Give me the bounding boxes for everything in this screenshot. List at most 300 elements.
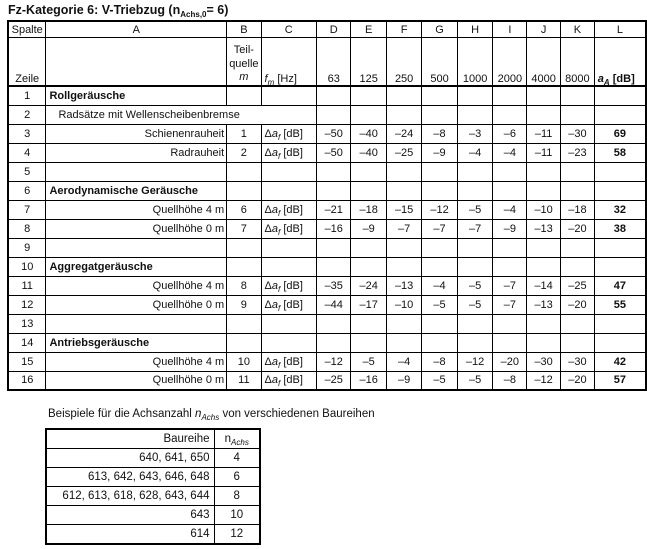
delta-unit: [dB] [280,298,303,311]
zeile-number: 10 [8,257,46,276]
row-label [46,162,227,181]
aa-unit: [dB] [609,73,635,85]
teilquelle-value [227,238,261,257]
teilquelle-value: 11 [227,371,261,390]
nachs-header [214,429,260,449]
level-value: –15 [386,200,421,219]
level-value: –20 [561,371,595,390]
level-value [493,333,527,352]
delta-unit: [dB] [280,279,303,292]
delta-prefix: Δ [264,279,272,292]
level-value [561,86,595,105]
delta-label-cell [261,333,316,352]
frequency-symbol-header [261,38,316,87]
teilquelle-value: 8 [227,276,261,295]
level-value [351,162,386,181]
level-value [386,86,421,105]
aa-value [594,257,646,276]
table-row [8,371,646,390]
level-value: –25 [386,143,421,162]
table-row [8,124,646,143]
level-value: –5 [422,371,457,390]
level-value: –20 [493,352,527,371]
delta-variable: a [271,298,279,311]
nachs-value: 4 [214,449,260,468]
delta-prefix: Δ [264,222,272,235]
delta-subscript-letter: f [278,227,281,237]
examples-row [46,506,260,525]
level-value [422,105,457,124]
level-value [317,162,351,181]
level-value: –13 [386,276,421,295]
section-label: Rollgeräusche [46,86,227,105]
level-value [561,314,595,333]
zeile-number: 7 [8,200,46,219]
table-row [8,162,646,181]
level-value [386,314,421,333]
col-letter: G [422,21,457,38]
delta-unit: [dB] [280,374,303,387]
aa-value: 55 [594,295,646,314]
level-value: –13 [527,219,561,238]
table-row [8,238,646,257]
table-row [8,105,646,124]
title-text: Fz-Kategorie 6: V-Triebzug (n [8,3,181,17]
col-letter: I [493,21,527,38]
level-value: –5 [422,295,457,314]
level-value [351,257,386,276]
level-value: –24 [386,124,421,143]
level-value: –3 [457,124,493,143]
teilquelle-value: 2 [227,143,261,162]
level-value: –9 [493,219,527,238]
delta-subscript-letter: f [278,379,281,389]
baureihe-value: 612, 613, 618, 628, 643, 644 [46,487,214,506]
delta-subscript-letter: f [278,132,281,142]
main-table [7,20,647,391]
delta-label-cell [261,143,316,162]
examples-row [46,449,260,468]
caption-suffix: von verschiedenen Baureihen [219,408,375,420]
delta-label-cell [261,162,316,181]
level-value [386,181,421,200]
level-value [561,162,595,181]
freq-header: 2000 [493,38,527,87]
aa-value [594,238,646,257]
row-label: Quellhöhe 4 m [46,352,227,371]
level-value: –4 [493,143,527,162]
teilquelle-header [227,38,261,87]
zeile-header: Zeile [8,38,46,87]
level-value: –44 [317,295,351,314]
level-value: –30 [527,352,561,371]
delta-prefix: Δ [264,374,272,387]
f-subscript: m [267,78,275,86]
table-row [8,333,646,352]
aa-symbol: a [597,73,604,85]
delta-label-cell [261,314,316,333]
level-value: –10 [527,200,561,219]
level-value [561,181,595,200]
delta-variable: a [271,127,279,140]
teilquelle-value [227,181,261,200]
caption-n-subscript: Achs [201,413,220,422]
delta-prefix: Δ [264,127,272,140]
level-value: –11 [527,143,561,162]
level-value: –40 [351,124,386,143]
col-letter: D [317,21,351,38]
zeile-number: 13 [8,314,46,333]
col-letter: K [561,21,595,38]
level-value [422,86,457,105]
table-row [8,181,646,200]
baureihe-value: 613, 642, 643, 646, 648 [46,468,214,487]
level-value: –30 [561,352,595,371]
zeile-number: 12 [8,295,46,314]
level-value [386,162,421,181]
delta-label-cell [261,219,316,238]
aa-value [594,86,646,105]
level-value: –8 [422,352,457,371]
level-value [317,257,351,276]
teilquelle-line2: quelle [229,57,259,70]
col-letter: C [261,21,316,38]
delta-label-cell [261,352,316,371]
level-value [457,181,493,200]
level-value: –16 [317,219,351,238]
delta-label-cell [261,238,316,257]
zeile-number: 15 [8,352,46,371]
level-value [386,257,421,276]
spalte-header: Spalte [8,21,46,38]
teilquelle-line1: Teil- [233,43,254,56]
zeile-number: 5 [8,162,46,181]
level-value: –5 [457,371,493,390]
baureihe-value: 640, 641, 650 [46,449,214,468]
row-label [46,238,227,257]
level-value [351,314,386,333]
delta-unit: [dB] [280,355,303,368]
teilquelle-symbol: m [239,71,249,84]
aa-value: 38 [594,219,646,238]
row-label: Quellhöhe 0 m [46,295,227,314]
examples-row [46,525,260,545]
level-value: –18 [561,200,595,219]
level-value [422,333,457,352]
table-row [8,314,646,333]
level-value [527,162,561,181]
row-label: Quellhöhe 0 m [46,371,227,390]
teilquelle-value: 1 [227,124,261,143]
delta-label-cell [261,276,316,295]
col-letter: L [594,21,646,38]
aa-value: 47 [594,276,646,295]
aa-subscript: A [603,78,610,86]
level-value [561,333,595,352]
level-value [351,333,386,352]
zeile-number: 16 [8,371,46,390]
level-value: –16 [351,371,386,390]
delta-variable: a [271,374,279,387]
units-row [8,38,646,87]
delta-prefix: Δ [264,203,272,216]
aa-value [594,105,646,124]
level-value: –4 [422,276,457,295]
level-value [457,105,493,124]
delta-label-cell [261,200,316,219]
nachs-value: 6 [214,468,260,487]
examples-header-row [46,429,260,449]
baureihe-value: 643 [46,506,214,525]
zeile-number: 11 [8,276,46,295]
level-value: –20 [561,219,595,238]
zeile-number: 1 [8,86,46,105]
level-value: –50 [317,143,351,162]
delta-subscript-letter: f [278,208,281,218]
level-value: –23 [561,143,595,162]
freq-header: 500 [422,38,457,87]
delta-label-cell [261,371,316,390]
level-value [457,314,493,333]
level-value [527,86,561,105]
delta-unit: [dB] [280,146,303,159]
teilquelle-value: 7 [227,219,261,238]
level-value [493,105,527,124]
level-value [317,314,351,333]
level-value: –25 [317,371,351,390]
nachs-symbol: n [224,433,232,445]
freq-header: 250 [386,38,421,87]
level-value: –9 [386,371,421,390]
row-label: Quellhöhe 0 m [46,219,227,238]
nachs-value: 12 [214,525,260,545]
level-value: –9 [422,143,457,162]
section-label: Antriebsgeräusche [46,333,227,352]
level-value [351,86,386,105]
level-value [527,314,561,333]
level-value: –12 [527,371,561,390]
level-value: –10 [386,295,421,314]
f-symbol: f [264,73,268,85]
baureihe-header: Baureihe [46,429,214,449]
level-value [457,257,493,276]
aa-value [594,314,646,333]
teilquelle-value [227,86,261,105]
teilquelle-value [227,333,261,352]
delta-unit: [dB] [280,127,303,140]
examples-row [46,487,260,506]
freq-header: 8000 [561,38,595,87]
level-value [422,162,457,181]
level-value [527,238,561,257]
caption-text: Beispiele für die Achsanzahl [48,408,196,420]
level-value [527,105,561,124]
freq-header: 125 [351,38,386,87]
level-value: –8 [493,371,527,390]
level-value [317,181,351,200]
zeile-number: 3 [8,124,46,143]
delta-label-cell [261,295,316,314]
nachs-value: 10 [214,506,260,525]
title-suffix: = 6) [206,3,229,17]
level-value: –21 [317,200,351,219]
delta-unit: [dB] [280,203,303,216]
level-value [422,314,457,333]
aa-value [594,162,646,181]
level-value: –5 [457,276,493,295]
delta-label-cell [261,124,316,143]
level-value: –50 [317,124,351,143]
title-subscript: Achs,0 [180,10,207,19]
level-value [351,181,386,200]
level-value: –13 [527,295,561,314]
delta-variable: a [271,355,279,368]
f-unit: [Hz] [274,73,297,85]
table-row [8,143,646,162]
table-row [8,276,646,295]
level-value [317,238,351,257]
level-value: –9 [351,219,386,238]
level-value [527,333,561,352]
level-value [493,162,527,181]
delta-subscript-letter: f [278,303,281,313]
level-value: –4 [386,352,421,371]
zeile-number: 4 [8,143,46,162]
freq-header: 4000 [527,38,561,87]
level-value [317,105,351,124]
level-value: –7 [493,295,527,314]
aa-value: 32 [594,200,646,219]
level-value: –30 [561,124,595,143]
delta-label-cell [261,86,316,105]
level-value [493,181,527,200]
delta-subscript-letter: f [278,360,281,370]
level-value [422,181,457,200]
delta-subscript-letter: f [278,151,281,161]
teilquelle-value: 9 [227,295,261,314]
level-value: –7 [386,219,421,238]
level-value: –5 [457,295,493,314]
delta-variable: a [271,222,279,235]
baureihe-value: 614 [46,525,214,545]
delta-variable: a [271,203,279,216]
table-row [8,200,646,219]
level-value [457,162,493,181]
row-label: Radrauheit [46,143,227,162]
level-value: –8 [422,124,457,143]
level-value: –5 [457,200,493,219]
table-row [8,257,646,276]
level-value: –5 [351,352,386,371]
level-value: –7 [457,219,493,238]
level-value [386,238,421,257]
level-value [561,238,595,257]
level-value: –7 [493,276,527,295]
delta-unit: [dB] [280,222,303,235]
level-value: –7 [422,219,457,238]
row-label: Quellhöhe 4 m [46,276,227,295]
level-value [422,257,457,276]
freq-header: 63 [317,38,351,87]
level-value [527,257,561,276]
aa-value: 69 [594,124,646,143]
examples-table [45,428,261,545]
level-value [351,238,386,257]
table-row [8,219,646,238]
level-value [457,333,493,352]
teilquelle-value: 6 [227,200,261,219]
table-row [8,352,646,371]
col-letter: E [351,21,386,38]
level-value [317,333,351,352]
row-label: Schienenrauheit [46,124,227,143]
level-value [351,105,386,124]
aa-value [594,333,646,352]
delta-prefix: Δ [264,355,272,368]
level-value: –6 [493,124,527,143]
level-value: –25 [561,276,595,295]
col-letter: H [457,21,493,38]
zeile-number: 9 [8,238,46,257]
level-value [493,238,527,257]
delta-prefix: Δ [264,146,272,159]
level-value: –24 [351,276,386,295]
delta-variable: a [271,146,279,159]
table-row [8,295,646,314]
nachs-value: 8 [214,487,260,506]
caption-n-symbol: n [195,408,202,420]
level-value: –11 [527,124,561,143]
level-value [561,257,595,276]
teilquelle-value: 10 [227,352,261,371]
level-value: –20 [561,295,595,314]
level-value: –4 [493,200,527,219]
col-letter: J [527,21,561,38]
delta-variable: a [271,279,279,292]
examples-row [46,468,260,487]
section-label: Aggregatgeräusche [46,257,227,276]
level-value [386,333,421,352]
nachs-subscript: Achs [231,438,249,447]
delta-subscript-letter: f [278,284,281,294]
zeile-number: 6 [8,181,46,200]
level-value: –18 [351,200,386,219]
level-value [317,86,351,105]
level-value: –4 [457,143,493,162]
teilquelle-value [227,162,261,181]
level-value [457,86,493,105]
teilquelle-value [227,314,261,333]
level-value: –12 [422,200,457,219]
empty-header-cell [46,38,227,87]
level-value: –40 [351,143,386,162]
zeile-number: 8 [8,219,46,238]
level-value [493,257,527,276]
aa-value: 57 [594,371,646,390]
level-value: –17 [351,295,386,314]
section-label: Aerodynamische Geräusche [46,181,227,200]
row-group-label: Radsätze mit Wellenscheibenbremse [46,105,317,124]
row-label [46,314,227,333]
page-title [8,3,228,17]
delta-label-cell [261,257,316,276]
aa-value [594,181,646,200]
level-value: –35 [317,276,351,295]
level-value [457,238,493,257]
aa-value: 58 [594,143,646,162]
freq-header: 1000 [457,38,493,87]
zeile-number: 14 [8,333,46,352]
